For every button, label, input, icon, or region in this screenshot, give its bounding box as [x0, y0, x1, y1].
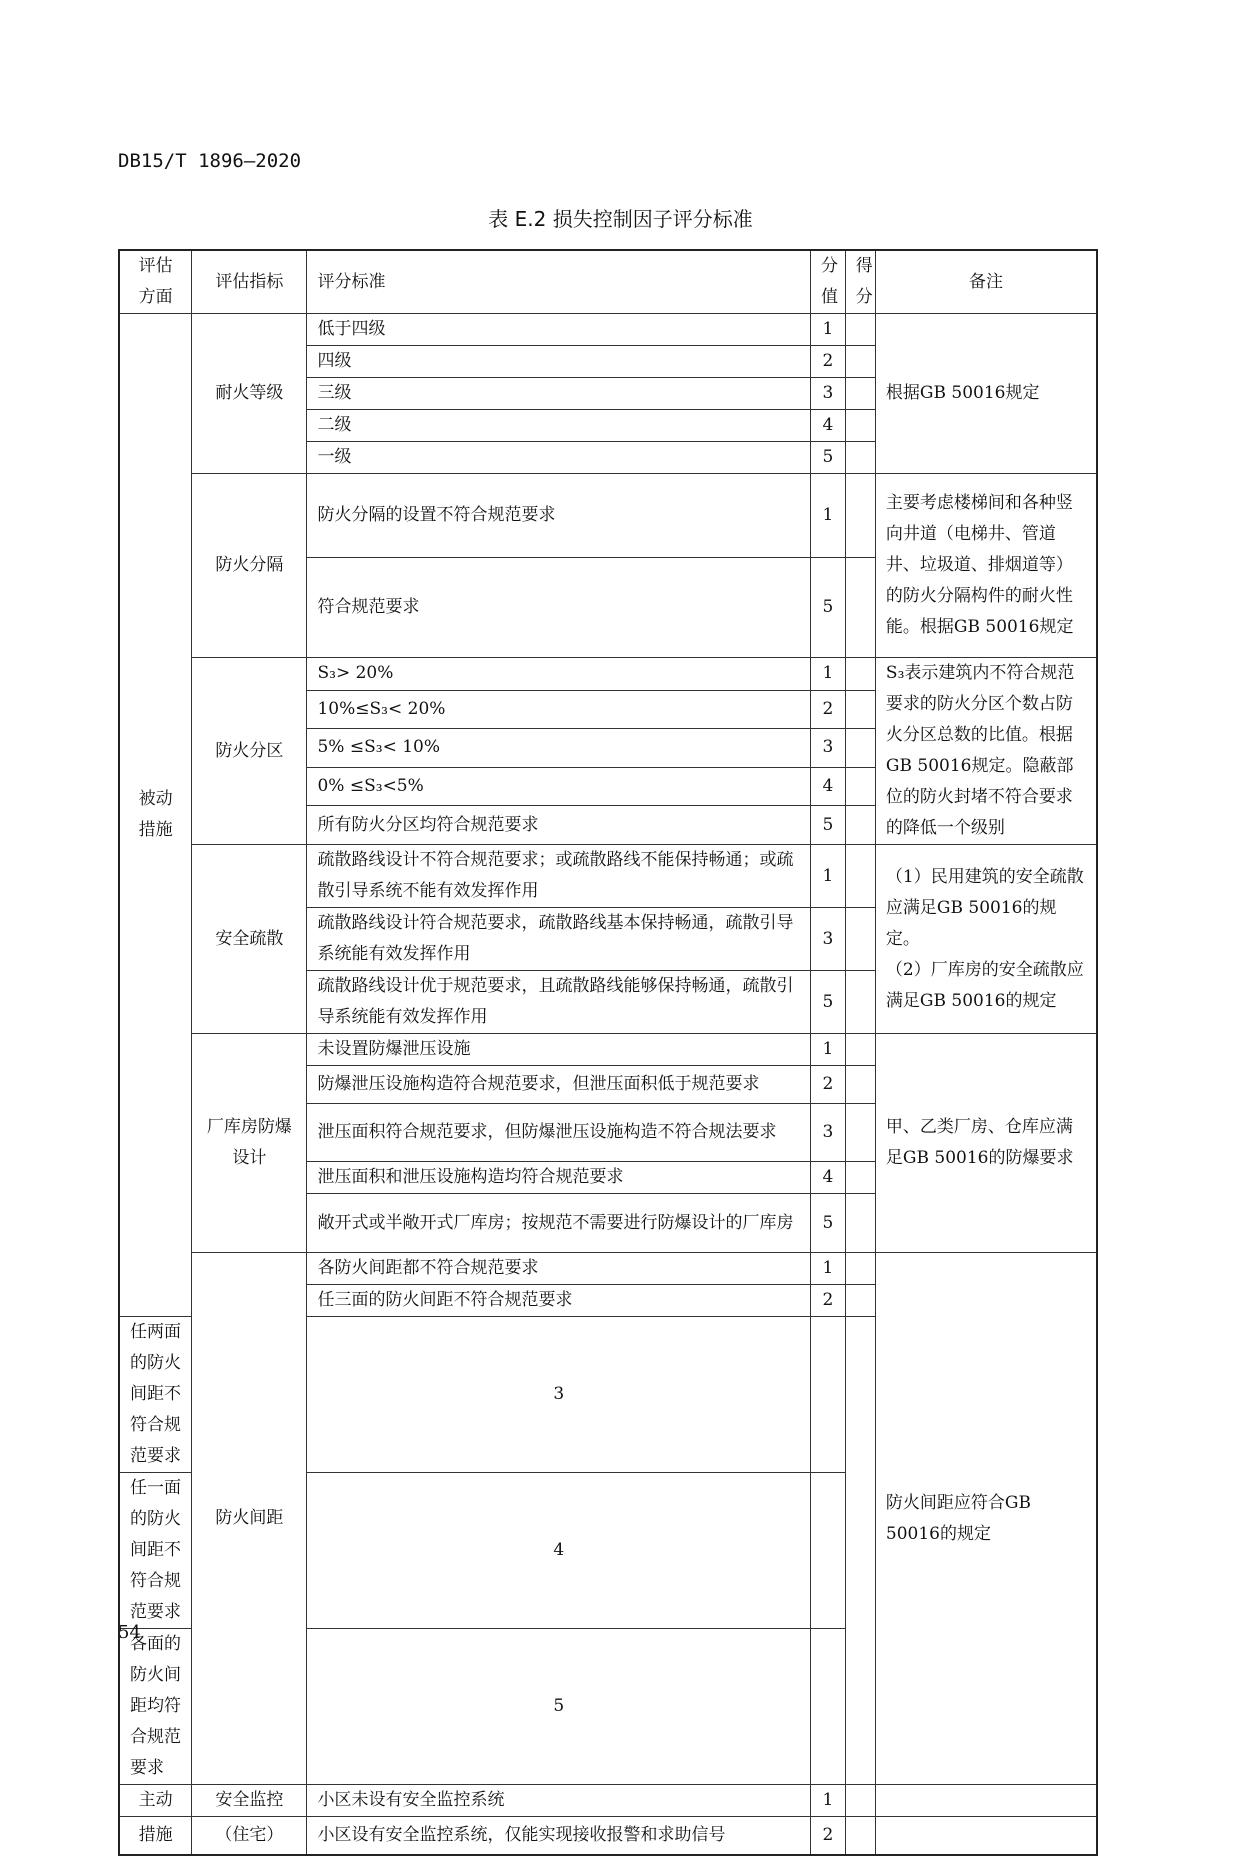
got-cell [845, 806, 875, 845]
remark-evacuation: （1）民用建筑的安全疏散应满足GB 50016的规定。 （2）厂库房的安全疏散应满足GB 50016的规定 [875, 845, 1097, 1034]
got-cell [845, 558, 875, 658]
table-row [119, 658, 1097, 691]
criteria-cell: 符合规范要求 [307, 558, 811, 658]
header-row [119, 250, 1097, 314]
table-row [119, 314, 1097, 346]
indicator-fire-resistance: 耐火等级 [192, 314, 307, 474]
criteria-cell: 5% ≤S₃< 10% [307, 729, 811, 768]
got-cell [845, 346, 875, 378]
score-cell: 3 [307, 1317, 811, 1473]
criteria-cell: 10%≤S₃< 20% [307, 690, 811, 729]
criteria-cell: S₃> 20% [307, 658, 811, 691]
score-cell: 1 [811, 474, 846, 558]
score-cell: 4 [811, 767, 846, 806]
remark-cell [875, 1785, 1097, 1817]
remark-fire-resistance: 根据GB 50016规定 [875, 314, 1097, 474]
criteria-cell: 任一面的防火间距不符合规范要求 [119, 1473, 192, 1629]
criteria-cell: 任两面的防火间距不符合规范要求 [119, 1317, 192, 1473]
criteria-cell: 防火分隔的设置不符合规范要求 [307, 474, 811, 558]
table-row [119, 1785, 1097, 1817]
score-cell: 5 [811, 442, 846, 474]
table-title: 表 E.2 损失控制因子评分标准 [488, 207, 753, 231]
col-indicator-header: 评估指标 [192, 250, 307, 314]
score-cell: 3 [811, 729, 846, 768]
score-cell: 5 [811, 1194, 846, 1253]
score-cell: 1 [811, 658, 846, 691]
got-cell [845, 1817, 875, 1855]
score-cell: 2 [811, 690, 846, 729]
criteria-cell: 敞开式或半敞开式厂库房；按规范不需要进行防爆设计的厂库房 [307, 1194, 811, 1253]
score-cell: 1 [811, 1253, 846, 1285]
criteria-cell: 小区未设有安全监控系统 [307, 1785, 811, 1817]
score-cell: 2 [811, 1285, 846, 1317]
score-cell: 2 [811, 346, 846, 378]
score-cell: 2 [811, 1066, 846, 1104]
remark-fire-separation: 主要考虑楼梯间和各种竖向井道（电梯井、管道井、垃圾道、排烟道等）的防火分隔构件的耐火性能。根据GB 50016规定 [875, 474, 1097, 658]
page-number: 54 [118, 1622, 141, 1643]
got-cell [845, 314, 875, 346]
got-cell [811, 1473, 846, 1629]
criteria-cell: 各防火间距都不符合规范要求 [307, 1253, 811, 1285]
score-cell: 2 [811, 1817, 846, 1855]
criteria-cell: 所有防火分区均符合规范要求 [307, 806, 811, 845]
remark-cell [875, 1817, 1097, 1855]
indicator-fire-separation: 防火分隔 [192, 474, 307, 658]
col-remark-header: 备注 [875, 250, 1097, 314]
col-got-header: 得 分 [845, 250, 875, 314]
got-cell [811, 1317, 846, 1473]
criteria-cell: 疏散路线设计符合规范要求，疏散路线基本保持畅通，疏散引导系统能有效发挥作用 [307, 908, 811, 971]
got-cell [845, 474, 875, 558]
got-cell [811, 1629, 846, 1785]
indicator-residential: （住宅） [192, 1817, 307, 1855]
criteria-cell: 防爆泄压设施构造符合规范要求，但泄压面积低于规范要求 [307, 1066, 811, 1104]
criteria-cell: 一级 [307, 442, 811, 474]
score-cell: 1 [811, 314, 846, 346]
score-cell: 4 [811, 1162, 846, 1194]
aspect-active-line1: 主动 [119, 1785, 192, 1817]
criteria-cell: 任三面的防火间距不符合规范要求 [307, 1285, 811, 1317]
got-cell [845, 1194, 875, 1253]
criteria-cell: 二级 [307, 410, 811, 442]
got-cell [845, 1066, 875, 1104]
table-row [119, 1034, 1097, 1066]
score-cell: 3 [811, 378, 846, 410]
got-cell [845, 1034, 875, 1066]
got-cell [845, 1785, 875, 1817]
col-score-header: 分 值 [811, 250, 846, 314]
indicator-fire-spacing: 防火间距 [192, 1253, 307, 1785]
score-cell: 4 [811, 410, 846, 442]
criteria-cell: 疏散路线设计不符合规范要求；或疏散路线不能保持畅通；或疏散引导系统不能有效发挥作用 [307, 845, 811, 908]
got-cell [845, 410, 875, 442]
criteria-cell: 三级 [307, 378, 811, 410]
got-cell [845, 690, 875, 729]
score-cell: 1 [811, 1785, 846, 1817]
criteria-cell: 0% ≤S₃<5% [307, 767, 811, 806]
criteria-cell: 四级 [307, 346, 811, 378]
criteria-cell: 疏散路线设计优于规范要求，且疏散路线能够保持畅通，疏散引导系统能有效发挥作用 [307, 971, 811, 1034]
got-cell [845, 658, 875, 691]
scoring-table [118, 249, 1098, 1856]
indicator-fire-compartment: 防火分区 [192, 658, 307, 845]
criteria-cell: 低于四级 [307, 314, 811, 346]
criteria-cell: 未设置防爆泄压设施 [307, 1034, 811, 1066]
score-cell: 4 [307, 1473, 811, 1629]
remark-fire-spacing: 防火间距应符合GB 50016的规定 [875, 1253, 1097, 1785]
indicator-security-monitoring: 安全监控 [192, 1785, 307, 1817]
document-code: DB15/T 1896—2020 [118, 150, 302, 172]
table-row [119, 474, 1097, 558]
criteria-cell: 各面的防火间距均符合规范要求 [119, 1629, 192, 1785]
got-cell [845, 971, 875, 1034]
score-cell: 5 [811, 558, 846, 658]
remark-explosion-proof: 甲、乙类厂房、仓库应满足GB 50016的防爆要求 [875, 1034, 1097, 1253]
indicator-explosion-proof: 厂库房防爆设计 [192, 1034, 307, 1253]
score-cell: 5 [307, 1629, 811, 1785]
score-cell: 3 [811, 908, 846, 971]
got-cell [845, 1285, 875, 1317]
got-cell [845, 1104, 875, 1162]
score-cell: 1 [811, 845, 846, 908]
aspect-active-line2: 措施 [119, 1817, 192, 1855]
score-cell: 3 [811, 1104, 846, 1162]
got-cell [845, 378, 875, 410]
remark-fire-compartment: S₃表示建筑内不符合规范要求的防火分区个数占防火分区总数的比值。根据GB 50016规定。隐蔽部位的防火封堵不符合要求的降低一个级别 [875, 658, 1097, 845]
got-cell [845, 908, 875, 971]
table-row [119, 1817, 1097, 1855]
col-criteria-header: 评分标准 [307, 250, 811, 314]
score-cell: 5 [811, 971, 846, 1034]
got-cell [845, 1253, 875, 1285]
table-row [119, 845, 1097, 908]
got-cell [845, 1162, 875, 1194]
criteria-cell: 泄压面积符合规范要求，但防爆泄压设施构造不符合规法要求 [307, 1104, 811, 1162]
got-cell [845, 729, 875, 768]
criteria-cell: 泄压面积和泄压设施构造均符合规范要求 [307, 1162, 811, 1194]
criteria-cell: 小区设有安全监控系统，仅能实现接收报警和求助信号 [307, 1817, 811, 1855]
table-row [119, 1253, 1097, 1285]
col-aspect-header: 评估 方面 [119, 250, 192, 314]
got-cell [845, 845, 875, 908]
aspect-passive: 被动 措施 [119, 314, 192, 1317]
got-cell [845, 767, 875, 806]
got-cell [845, 442, 875, 474]
indicator-evacuation: 安全疏散 [192, 845, 307, 1034]
score-cell: 1 [811, 1034, 846, 1066]
score-cell: 5 [811, 806, 846, 845]
